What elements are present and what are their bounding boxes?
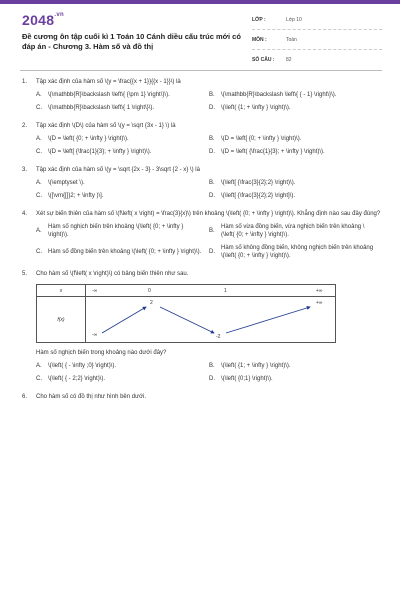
question-number: 2. xyxy=(22,123,28,129)
meta-value: Lớp 10 xyxy=(286,16,302,23)
x-value: +∞ xyxy=(316,288,323,294)
question-3 xyxy=(22,166,382,200)
meta-box xyxy=(252,10,382,69)
sub-question: Hàm số nghịch biến trong khoảng nào dưới đây? xyxy=(36,350,167,356)
option-letter: A. xyxy=(36,92,42,98)
option-d[interactable] xyxy=(209,104,382,112)
option-c[interactable] xyxy=(36,192,209,200)
option-text: \(\left( {1; + \infty } \right)\). xyxy=(221,363,291,369)
fx-value: -2 xyxy=(216,334,221,340)
page-title: Đề cương ôn tập cuối kì 1 Toán 10 Cánh diều cấu trúc mới có đáp án - Chương 3. Hàm số và đồ thị xyxy=(22,32,241,51)
option-text: \(\emptyset \). xyxy=(48,180,85,186)
question-number: 3. xyxy=(22,167,28,173)
question-2 xyxy=(22,122,382,156)
question-6 xyxy=(22,393,382,401)
variation-graph xyxy=(86,297,336,343)
option-text: Hàm số đồng biến trên khoảng \(\left( {0; + \infty } \right)\). xyxy=(48,249,202,255)
meta-value: 82 xyxy=(286,56,292,63)
option-d[interactable] xyxy=(209,192,382,200)
option-letter: A. xyxy=(36,180,42,186)
option-text: \(D = \left( {\frac{1}{3}; + \infty } \right)\). xyxy=(221,149,325,155)
option-a[interactable] xyxy=(36,223,209,239)
meta-label: SỐ CÂU : xyxy=(252,56,275,63)
x-value: 1 xyxy=(224,288,227,294)
option-a[interactable] xyxy=(36,91,209,99)
option-letter: B. xyxy=(209,92,215,98)
option-text: \(\left[ {\frac{3}{2};2} \right)\). xyxy=(221,180,296,186)
option-letter: B. xyxy=(209,136,215,142)
option-c[interactable] xyxy=(36,375,209,383)
option-b[interactable] xyxy=(209,135,382,143)
meta-label: MÔN : xyxy=(252,36,267,43)
option-d[interactable] xyxy=(209,244,382,260)
variation-fx-label: f(x) xyxy=(37,297,86,343)
variation-x-values xyxy=(86,285,336,297)
question-1 xyxy=(22,78,382,112)
option-text: \(D = \left( {0; + \infty } \right)\). xyxy=(48,136,129,142)
option-text: \(\left( {0;1} \right)\). xyxy=(221,376,273,382)
option-d[interactable] xyxy=(209,148,382,156)
logo-domain: .vn xyxy=(54,12,64,18)
meta-row-subject xyxy=(252,30,382,50)
fx-value: -∞ xyxy=(92,332,98,338)
fx-value: +∞ xyxy=(316,300,323,306)
x-value: 0 xyxy=(148,288,151,294)
question-5 xyxy=(22,270,382,383)
option-c[interactable] xyxy=(36,244,209,260)
question-list xyxy=(22,78,382,411)
option-text: \(D = \left[ {0; + \infty } \right)\). xyxy=(221,136,302,142)
option-text: \(\left( { - \infty ;0} \right)\). xyxy=(48,363,117,369)
question-4 xyxy=(22,210,382,260)
option-text: Hàm số không đồng biến, không nghịch biến trên khoảng \(\left( {0; + \infty } \right)\). xyxy=(221,245,374,259)
question-number: 5. xyxy=(22,271,28,277)
x-value: -∞ xyxy=(92,288,98,294)
option-text: \(\left( { - 2;2} \right)\). xyxy=(48,376,106,382)
option-a[interactable] xyxy=(36,362,209,370)
option-a[interactable] xyxy=(36,135,209,143)
option-letter: C. xyxy=(36,105,42,111)
meta-value: Toán xyxy=(286,36,297,43)
option-text: Hàm số nghịch biến trên khoảng \(\left( {0; + \infty } \right)\). xyxy=(48,224,184,238)
option-d[interactable] xyxy=(209,375,382,383)
increasing-arrow xyxy=(102,307,146,333)
question-stem: Tập xác định \(D\) của hàm số \(y = \sqrt {3x - 1} \) là xyxy=(36,123,176,129)
option-letter: D. xyxy=(209,376,215,382)
variation-arrows xyxy=(86,297,340,343)
option-b[interactable] xyxy=(209,362,382,370)
option-text: \(\mathbb{R}\backslash \left\{ 1 \right\}\). xyxy=(48,105,155,111)
option-letter: D. xyxy=(209,193,215,199)
question-number: 4. xyxy=(22,211,28,217)
option-b[interactable] xyxy=(209,179,382,187)
question-stem: Cho hàm số có đồ thị như hình bên dưới. xyxy=(36,394,147,400)
option-text: \(\left[ {\frac{3}{2};2} \right]\). xyxy=(221,193,296,199)
logo-text: 2048 xyxy=(22,12,55,28)
question-stem: Tập xác định của hàm số \(y = \frac{{x + 1}}{{x - 1}}\) là xyxy=(36,79,181,85)
option-letter: A. xyxy=(36,363,42,369)
option-letter: A. xyxy=(36,136,42,142)
option-text: \([\vm{[]}2; + \infty )\]. xyxy=(48,193,104,199)
question-stem: Xét sự biến thiên của hàm số \(f\left( x \right) = \frac{3}{x}\) trên khoảng \(\left( {0; + \infty } \right)\). Khẳng định nào sau đây đúng? xyxy=(36,211,381,217)
question-number: 1. xyxy=(22,79,28,85)
question-stem: Tập xác định của hàm số \(y = \sqrt {2x - 3} - 3\sqrt {2 - x} \) là xyxy=(36,167,200,173)
option-c[interactable] xyxy=(36,148,209,156)
question-stem: Cho hàm số \(f\left( x \right)\) có bảng biến thiên như sau. xyxy=(36,271,189,277)
decreasing-arrow xyxy=(160,307,214,333)
header-divider xyxy=(20,70,382,71)
fx-value: 2 xyxy=(150,300,153,306)
option-letter: D. xyxy=(209,105,215,111)
option-letter: D. xyxy=(209,249,215,255)
option-text: Hàm số vừa đồng biến, vừa nghịch biến trên khoảng \(\left( {0; + \infty } \right)\). xyxy=(221,224,365,238)
option-letter: B. xyxy=(209,180,215,186)
variation-x-label: x xyxy=(37,285,86,297)
option-letter: B. xyxy=(209,228,215,234)
option-b[interactable] xyxy=(209,91,382,99)
option-b[interactable] xyxy=(209,223,382,239)
option-text: \(\mathbb{R}\backslash \left\{ { - 1} \right\}\). xyxy=(221,92,337,98)
meta-row-class xyxy=(252,10,382,30)
site-logo[interactable] xyxy=(22,12,64,28)
option-letter: C. xyxy=(36,149,42,155)
option-letter: C. xyxy=(36,376,42,382)
top-accent-bar xyxy=(0,0,400,4)
option-c[interactable] xyxy=(36,104,209,112)
meta-row-count xyxy=(252,50,382,69)
option-letter: C. xyxy=(36,249,42,255)
option-text: \(D = \left[ {\frac{1}{3}; + \infty } \right)\). xyxy=(48,149,152,155)
option-text: \(\mathbb{R}\backslash \left\{ {\pm 1} \right\}\). xyxy=(48,92,170,98)
option-letter: B. xyxy=(209,363,215,369)
meta-label: LỚP : xyxy=(252,16,266,23)
increasing-arrow xyxy=(226,307,310,333)
option-letter: C. xyxy=(36,193,42,199)
option-a[interactable] xyxy=(36,179,209,187)
variation-table xyxy=(36,284,336,343)
option-text: \(\left( {1; + \infty } \right)\). xyxy=(221,105,291,111)
question-number: 6. xyxy=(22,394,28,400)
option-letter: A. xyxy=(36,228,42,234)
option-letter: D. xyxy=(209,149,215,155)
